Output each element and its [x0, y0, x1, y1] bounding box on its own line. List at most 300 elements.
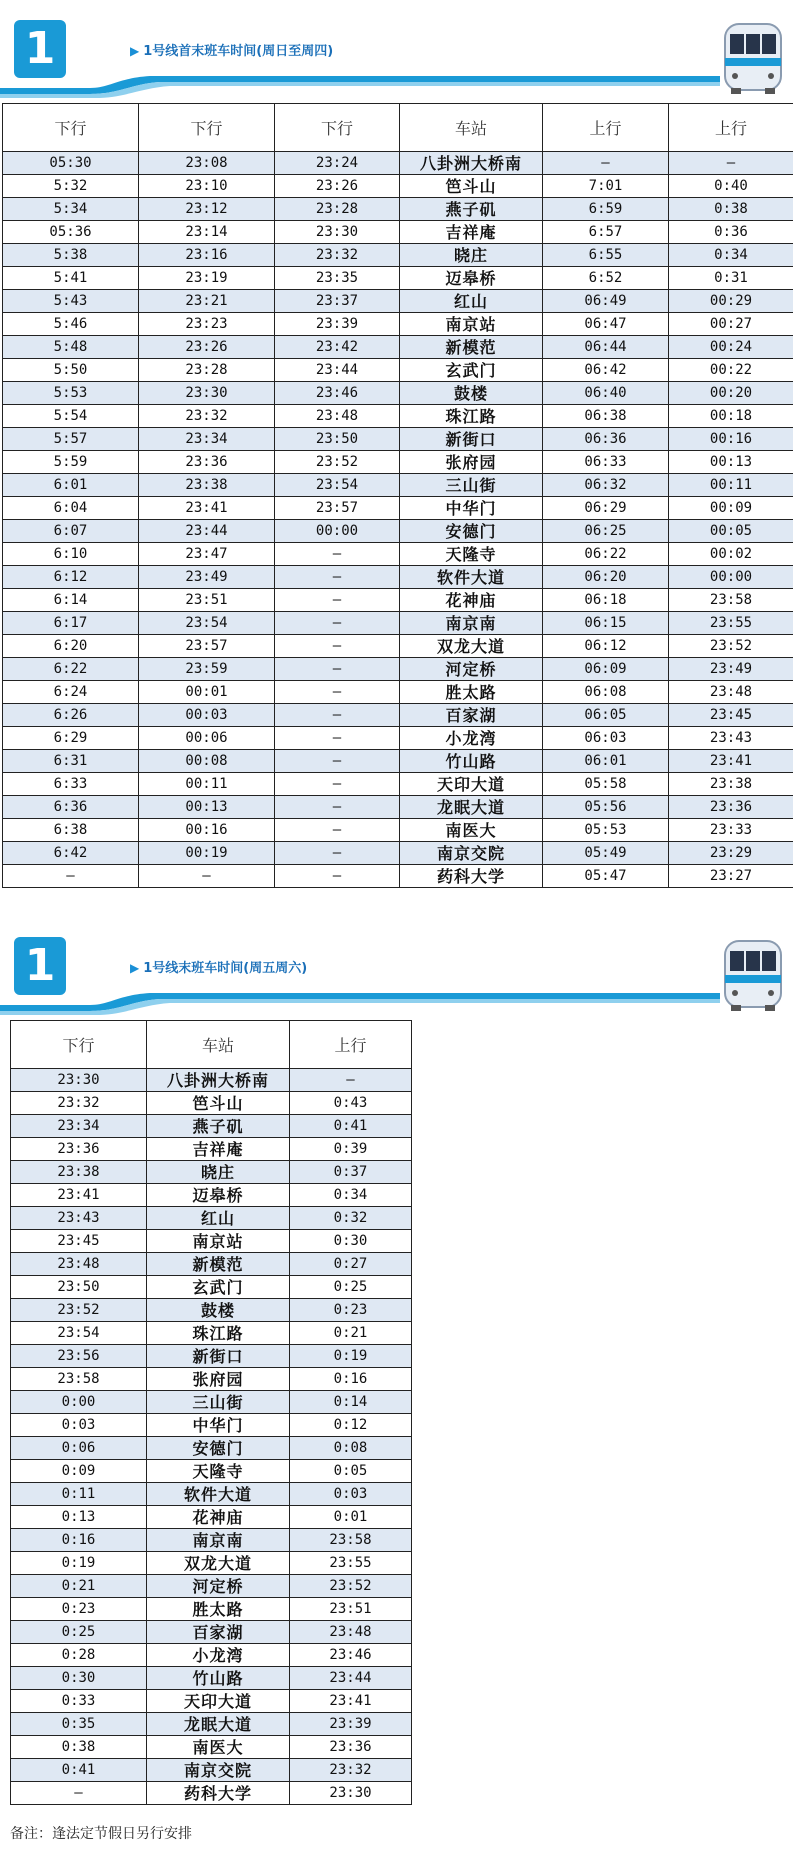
time-cell: 6:26	[3, 704, 139, 727]
time-cell: 23:21	[139, 290, 275, 313]
time-cell: 23:27	[669, 865, 793, 888]
time-cell: 06:33	[543, 451, 669, 474]
table-row	[3, 428, 793, 451]
table-row	[11, 1345, 412, 1368]
time-cell: —	[139, 865, 275, 888]
time-cell: 23:58	[669, 589, 793, 612]
col-header-station: 车站	[147, 1021, 290, 1069]
station-name-cell: 胜太路	[147, 1598, 290, 1621]
time-cell: 23:38	[669, 773, 793, 796]
time-cell: 23:54	[275, 474, 400, 497]
time-cell: 23:46	[275, 382, 400, 405]
table-row	[11, 1276, 412, 1299]
time-cell: 06:49	[543, 290, 669, 313]
time-cell: 0:03	[11, 1414, 147, 1437]
time-cell: 0:41	[290, 1115, 412, 1138]
time-cell: 23:45	[11, 1230, 147, 1253]
station-name-cell: 新街口	[147, 1345, 290, 1368]
station-name-cell: 龙眠大道	[147, 1713, 290, 1736]
time-cell: 23:41	[669, 750, 793, 773]
time-cell: 6:20	[3, 635, 139, 658]
time-cell: 6:12	[3, 566, 139, 589]
time-cell: —	[275, 612, 400, 635]
time-cell: 23:49	[669, 658, 793, 681]
table-row	[11, 1621, 412, 1644]
time-cell: 23:28	[139, 359, 275, 382]
station-name-cell: 安德门	[147, 1437, 290, 1460]
time-cell: 00:24	[669, 336, 793, 359]
time-cell: 23:58	[11, 1368, 147, 1391]
time-cell: 23:43	[11, 1207, 147, 1230]
station-name-cell: 南京站	[147, 1230, 290, 1253]
time-cell: 23:36	[290, 1736, 412, 1759]
table-row	[3, 658, 793, 681]
time-cell: 23:10	[139, 175, 275, 198]
time-cell: 23:34	[11, 1115, 147, 1138]
time-cell: 23:44	[290, 1667, 412, 1690]
schedule-table-weekday	[2, 103, 793, 888]
time-cell: 0:39	[290, 1138, 412, 1161]
time-cell: 06:36	[543, 428, 669, 451]
time-cell: 23:54	[139, 612, 275, 635]
section2-header	[0, 937, 793, 1017]
table-row	[11, 1552, 412, 1575]
station-name-cell: 新模范	[400, 336, 543, 359]
table-row	[11, 1529, 412, 1552]
time-cell: 23:41	[11, 1184, 147, 1207]
table-row	[3, 520, 793, 543]
time-cell: —	[275, 842, 400, 865]
time-cell: 23:29	[669, 842, 793, 865]
time-cell: —	[275, 635, 400, 658]
time-cell: —	[275, 773, 400, 796]
time-cell: 23:12	[139, 198, 275, 221]
table-row	[11, 1644, 412, 1667]
col-header-up: 上行	[669, 104, 793, 152]
station-name-cell: 鼓楼	[147, 1299, 290, 1322]
station-name-cell: 晓庄	[400, 244, 543, 267]
station-name-cell: 珠江路	[400, 405, 543, 428]
table-row	[11, 1069, 412, 1092]
col-header-down: 下行	[11, 1021, 147, 1069]
station-name-cell: 新街口	[400, 428, 543, 451]
station-name-cell: 软件大道	[147, 1483, 290, 1506]
station-name-cell: 百家湖	[147, 1621, 290, 1644]
time-cell: 23:24	[275, 152, 400, 175]
time-cell: 23:23	[139, 313, 275, 336]
time-cell: 23:57	[139, 635, 275, 658]
station-name-cell: 安德门	[400, 520, 543, 543]
time-cell: 23:14	[139, 221, 275, 244]
col-header-down: 下行	[275, 104, 400, 152]
table-row	[3, 865, 793, 888]
time-cell: —	[275, 681, 400, 704]
table-row	[3, 842, 793, 865]
time-cell: 0:27	[290, 1253, 412, 1276]
time-cell: 0:09	[11, 1460, 147, 1483]
station-name-cell: 天隆寺	[147, 1460, 290, 1483]
col-header-station: 车站	[400, 104, 543, 152]
metro-train-icon	[721, 20, 785, 96]
time-cell: 6:33	[3, 773, 139, 796]
time-cell: 6:31	[3, 750, 139, 773]
station-name-cell: 南京南	[147, 1529, 290, 1552]
time-cell: 23:47	[139, 543, 275, 566]
time-cell: 23:44	[275, 359, 400, 382]
time-cell: 00:06	[139, 727, 275, 750]
time-cell: 6:38	[3, 819, 139, 842]
col-header-down: 下行	[3, 104, 139, 152]
time-cell: 06:42	[543, 359, 669, 382]
time-cell: 00:20	[669, 382, 793, 405]
time-cell: 05:49	[543, 842, 669, 865]
time-cell: 6:22	[3, 658, 139, 681]
time-cell: —	[11, 1782, 147, 1805]
station-name-cell: 燕子矶	[400, 198, 543, 221]
table-row	[3, 497, 793, 520]
table-row	[11, 1506, 412, 1529]
section1-header	[0, 20, 793, 100]
table-row	[11, 1299, 412, 1322]
time-cell: 0:00	[11, 1391, 147, 1414]
time-cell: 23:38	[139, 474, 275, 497]
table-row	[3, 773, 793, 796]
time-cell: 06:03	[543, 727, 669, 750]
time-cell: 0:43	[290, 1092, 412, 1115]
station-name-cell: 八卦洲大桥南	[147, 1069, 290, 1092]
station-name-cell: 玄武门	[147, 1276, 290, 1299]
time-cell: 06:09	[543, 658, 669, 681]
time-cell: 06:08	[543, 681, 669, 704]
time-cell: 23:36	[139, 451, 275, 474]
time-cell: 23:45	[669, 704, 793, 727]
metro-train-icon	[721, 937, 785, 1013]
station-name-cell: 小龙湾	[147, 1644, 290, 1667]
station-name-cell: 百家湖	[400, 704, 543, 727]
station-name-cell: 河定桥	[147, 1575, 290, 1598]
time-cell: 0:23	[11, 1598, 147, 1621]
station-name-cell: 鼓楼	[400, 382, 543, 405]
time-cell: 5:54	[3, 405, 139, 428]
time-cell: 5:32	[3, 175, 139, 198]
time-cell: 00:00	[275, 520, 400, 543]
time-cell: 0:11	[11, 1483, 147, 1506]
time-cell: 23:08	[139, 152, 275, 175]
time-cell: 0:32	[290, 1207, 412, 1230]
station-name-cell: 竹山路	[400, 750, 543, 773]
time-cell: 00:11	[669, 474, 793, 497]
station-name-cell: 双龙大道	[147, 1552, 290, 1575]
time-cell: 23:32	[275, 244, 400, 267]
table-row	[11, 1092, 412, 1115]
station-name-cell: 河定桥	[400, 658, 543, 681]
time-cell: 23:52	[11, 1299, 147, 1322]
time-cell: 00:16	[139, 819, 275, 842]
time-cell: 23:55	[669, 612, 793, 635]
time-cell: 0:06	[11, 1437, 147, 1460]
table-row	[3, 359, 793, 382]
time-cell: 23:41	[290, 1690, 412, 1713]
time-cell: 0:03	[290, 1483, 412, 1506]
time-cell: 23:49	[139, 566, 275, 589]
time-cell: 23:33	[669, 819, 793, 842]
table-row	[11, 1437, 412, 1460]
station-name-cell: 晓庄	[147, 1161, 290, 1184]
station-name-cell: 燕子矶	[147, 1115, 290, 1138]
station-name-cell: 天印大道	[400, 773, 543, 796]
table-row	[11, 1460, 412, 1483]
table-row	[3, 612, 793, 635]
time-cell: 23:39	[275, 313, 400, 336]
station-name-cell: 小龙湾	[400, 727, 543, 750]
time-cell: 05:58	[543, 773, 669, 796]
table-row	[3, 244, 793, 267]
table-row	[3, 819, 793, 842]
time-cell: 0:40	[669, 175, 793, 198]
station-name-cell: 红山	[147, 1207, 290, 1230]
time-cell: 5:53	[3, 382, 139, 405]
time-cell: 05:56	[543, 796, 669, 819]
table-row	[11, 1782, 412, 1805]
time-cell: 0:30	[11, 1667, 147, 1690]
time-cell: 06:20	[543, 566, 669, 589]
time-cell: 0:21	[11, 1575, 147, 1598]
time-cell: 06:44	[543, 336, 669, 359]
time-cell: 06:15	[543, 612, 669, 635]
station-name-cell: 三山街	[400, 474, 543, 497]
station-name-cell: 笆斗山	[147, 1092, 290, 1115]
station-name-cell: 天印大道	[147, 1690, 290, 1713]
section2-title-text: 1号线末班车时间(周五周六)	[143, 961, 308, 976]
time-cell: 23:55	[290, 1552, 412, 1575]
time-cell: 00:03	[139, 704, 275, 727]
time-cell: 23:37	[275, 290, 400, 313]
time-cell: 0:14	[290, 1391, 412, 1414]
time-cell: 23:30	[139, 382, 275, 405]
table-row	[11, 1161, 412, 1184]
col-header-down: 下行	[139, 104, 275, 152]
table-row	[3, 704, 793, 727]
table-row	[11, 1138, 412, 1161]
time-cell: 23:48	[275, 405, 400, 428]
time-cell: 06:18	[543, 589, 669, 612]
station-name-cell: 药科大学	[147, 1782, 290, 1805]
time-cell: 0:23	[290, 1299, 412, 1322]
time-cell: —	[275, 658, 400, 681]
play-triangle-icon: ▶	[130, 961, 140, 975]
station-name-cell: 中华门	[400, 497, 543, 520]
station-name-cell: 迈皋桥	[147, 1184, 290, 1207]
station-name-cell: 中华门	[147, 1414, 290, 1437]
time-cell: 23:35	[275, 267, 400, 290]
time-cell: 0:01	[290, 1506, 412, 1529]
time-cell: 23:59	[139, 658, 275, 681]
time-cell: 23:42	[275, 336, 400, 359]
time-cell: 06:25	[543, 520, 669, 543]
station-name-cell: 南京交院	[400, 842, 543, 865]
time-cell: —	[275, 543, 400, 566]
time-cell: 0:41	[11, 1759, 147, 1782]
table-row	[3, 796, 793, 819]
table-row	[3, 221, 793, 244]
time-cell: 23:51	[290, 1598, 412, 1621]
table-header-row	[11, 1021, 412, 1069]
time-cell: 23:58	[290, 1529, 412, 1552]
col-header-up: 上行	[290, 1021, 412, 1069]
time-cell: 6:17	[3, 612, 139, 635]
time-cell: 23:52	[275, 451, 400, 474]
line-number-badge: 1	[14, 937, 66, 995]
time-cell: 6:36	[3, 796, 139, 819]
time-cell: 23:19	[139, 267, 275, 290]
time-cell: 6:04	[3, 497, 139, 520]
time-cell: –	[543, 152, 669, 175]
header-swoosh	[0, 987, 793, 1021]
time-cell: 23:36	[669, 796, 793, 819]
time-cell: 23:48	[11, 1253, 147, 1276]
time-cell: 23:30	[11, 1069, 147, 1092]
footnote: 备注：逢法定节假日另行安排	[10, 1826, 192, 1842]
time-cell: 0:21	[290, 1322, 412, 1345]
time-cell: 00:08	[139, 750, 275, 773]
time-cell: 06:32	[543, 474, 669, 497]
time-cell: —	[275, 865, 400, 888]
station-name-cell: 南京交院	[147, 1759, 290, 1782]
time-cell: 0:25	[11, 1621, 147, 1644]
table-row	[11, 1414, 412, 1437]
time-cell: —	[275, 750, 400, 773]
station-name-cell: 珠江路	[147, 1322, 290, 1345]
table-row	[11, 1713, 412, 1736]
time-cell: 23:26	[275, 175, 400, 198]
time-cell: 05:30	[3, 152, 139, 175]
station-name-cell: 花神庙	[147, 1506, 290, 1529]
time-cell: 0:34	[669, 244, 793, 267]
time-cell: 23:30	[275, 221, 400, 244]
station-name-cell: 龙眠大道	[400, 796, 543, 819]
station-name-cell: 天隆寺	[400, 543, 543, 566]
table-row	[11, 1598, 412, 1621]
time-cell: 23:26	[139, 336, 275, 359]
table-row	[3, 681, 793, 704]
time-cell: 23:48	[669, 681, 793, 704]
time-cell: 00:05	[669, 520, 793, 543]
schedule-table-weekend	[10, 1020, 412, 1805]
time-cell: 23:16	[139, 244, 275, 267]
table-row	[3, 152, 793, 175]
time-cell: 06:40	[543, 382, 669, 405]
time-cell: 23:43	[669, 727, 793, 750]
time-cell: 00:29	[669, 290, 793, 313]
time-cell: –	[669, 152, 793, 175]
time-cell: 5:48	[3, 336, 139, 359]
time-cell: 00:13	[139, 796, 275, 819]
time-cell: 00:22	[669, 359, 793, 382]
time-cell: 06:12	[543, 635, 669, 658]
header-swoosh	[0, 70, 793, 104]
table-header-row	[3, 104, 793, 152]
time-cell: 0:05	[290, 1460, 412, 1483]
time-cell: 0:36	[669, 221, 793, 244]
time-cell: 23:52	[290, 1575, 412, 1598]
station-name-cell: 胜太路	[400, 681, 543, 704]
table-row	[3, 267, 793, 290]
time-cell: 6:29	[3, 727, 139, 750]
station-name-cell: 笆斗山	[400, 175, 543, 198]
station-name-cell: 南京站	[400, 313, 543, 336]
play-triangle-icon: ▶	[130, 44, 140, 58]
time-cell: 5:43	[3, 290, 139, 313]
station-name-cell: 红山	[400, 290, 543, 313]
station-name-cell: 南京南	[400, 612, 543, 635]
time-cell: 00:16	[669, 428, 793, 451]
section1-title-text: 1号线首末班车时间(周日至周四)	[143, 44, 334, 59]
table-row	[3, 750, 793, 773]
table-row	[11, 1759, 412, 1782]
time-cell: 00:19	[139, 842, 275, 865]
time-cell: 6:57	[543, 221, 669, 244]
time-cell: 23:50	[11, 1276, 147, 1299]
time-cell: 23:36	[11, 1138, 147, 1161]
time-cell: 23:56	[11, 1345, 147, 1368]
table-row	[3, 635, 793, 658]
time-cell: 23:41	[139, 497, 275, 520]
time-cell: 23:50	[275, 428, 400, 451]
time-cell: 0:38	[669, 198, 793, 221]
time-cell: 5:46	[3, 313, 139, 336]
station-name-cell: 玄武门	[400, 359, 543, 382]
time-cell: 5:38	[3, 244, 139, 267]
time-cell: 23:44	[139, 520, 275, 543]
station-name-cell: 张府园	[400, 451, 543, 474]
time-cell: 06:05	[543, 704, 669, 727]
table-row	[11, 1184, 412, 1207]
time-cell: 23:51	[139, 589, 275, 612]
time-cell: 23:30	[290, 1782, 412, 1805]
time-cell: 0:30	[290, 1230, 412, 1253]
station-name-cell: 吉祥庵	[400, 221, 543, 244]
time-cell: 06:01	[543, 750, 669, 773]
table-row	[3, 336, 793, 359]
time-cell: 06:38	[543, 405, 669, 428]
time-cell: 6:14	[3, 589, 139, 612]
time-cell: 23:52	[669, 635, 793, 658]
time-cell: 0:31	[669, 267, 793, 290]
time-cell: —	[3, 865, 139, 888]
line-number-badge: 1	[14, 20, 66, 78]
time-cell: —	[275, 704, 400, 727]
time-cell: 0:16	[11, 1529, 147, 1552]
time-cell: 00:18	[669, 405, 793, 428]
table-row	[11, 1667, 412, 1690]
time-cell: 23:39	[290, 1713, 412, 1736]
time-cell: 6:07	[3, 520, 139, 543]
time-cell: 00:11	[139, 773, 275, 796]
time-cell: 23:54	[11, 1322, 147, 1345]
time-cell: 6:24	[3, 681, 139, 704]
table-row	[11, 1368, 412, 1391]
time-cell: 0:38	[11, 1736, 147, 1759]
time-cell: 0:13	[11, 1506, 147, 1529]
time-cell: 23:34	[139, 428, 275, 451]
table-row	[11, 1690, 412, 1713]
table-row	[3, 566, 793, 589]
time-cell: 00:13	[669, 451, 793, 474]
time-cell: 5:34	[3, 198, 139, 221]
time-cell: 6:10	[3, 543, 139, 566]
time-cell: 06:22	[543, 543, 669, 566]
time-cell: 00:02	[669, 543, 793, 566]
